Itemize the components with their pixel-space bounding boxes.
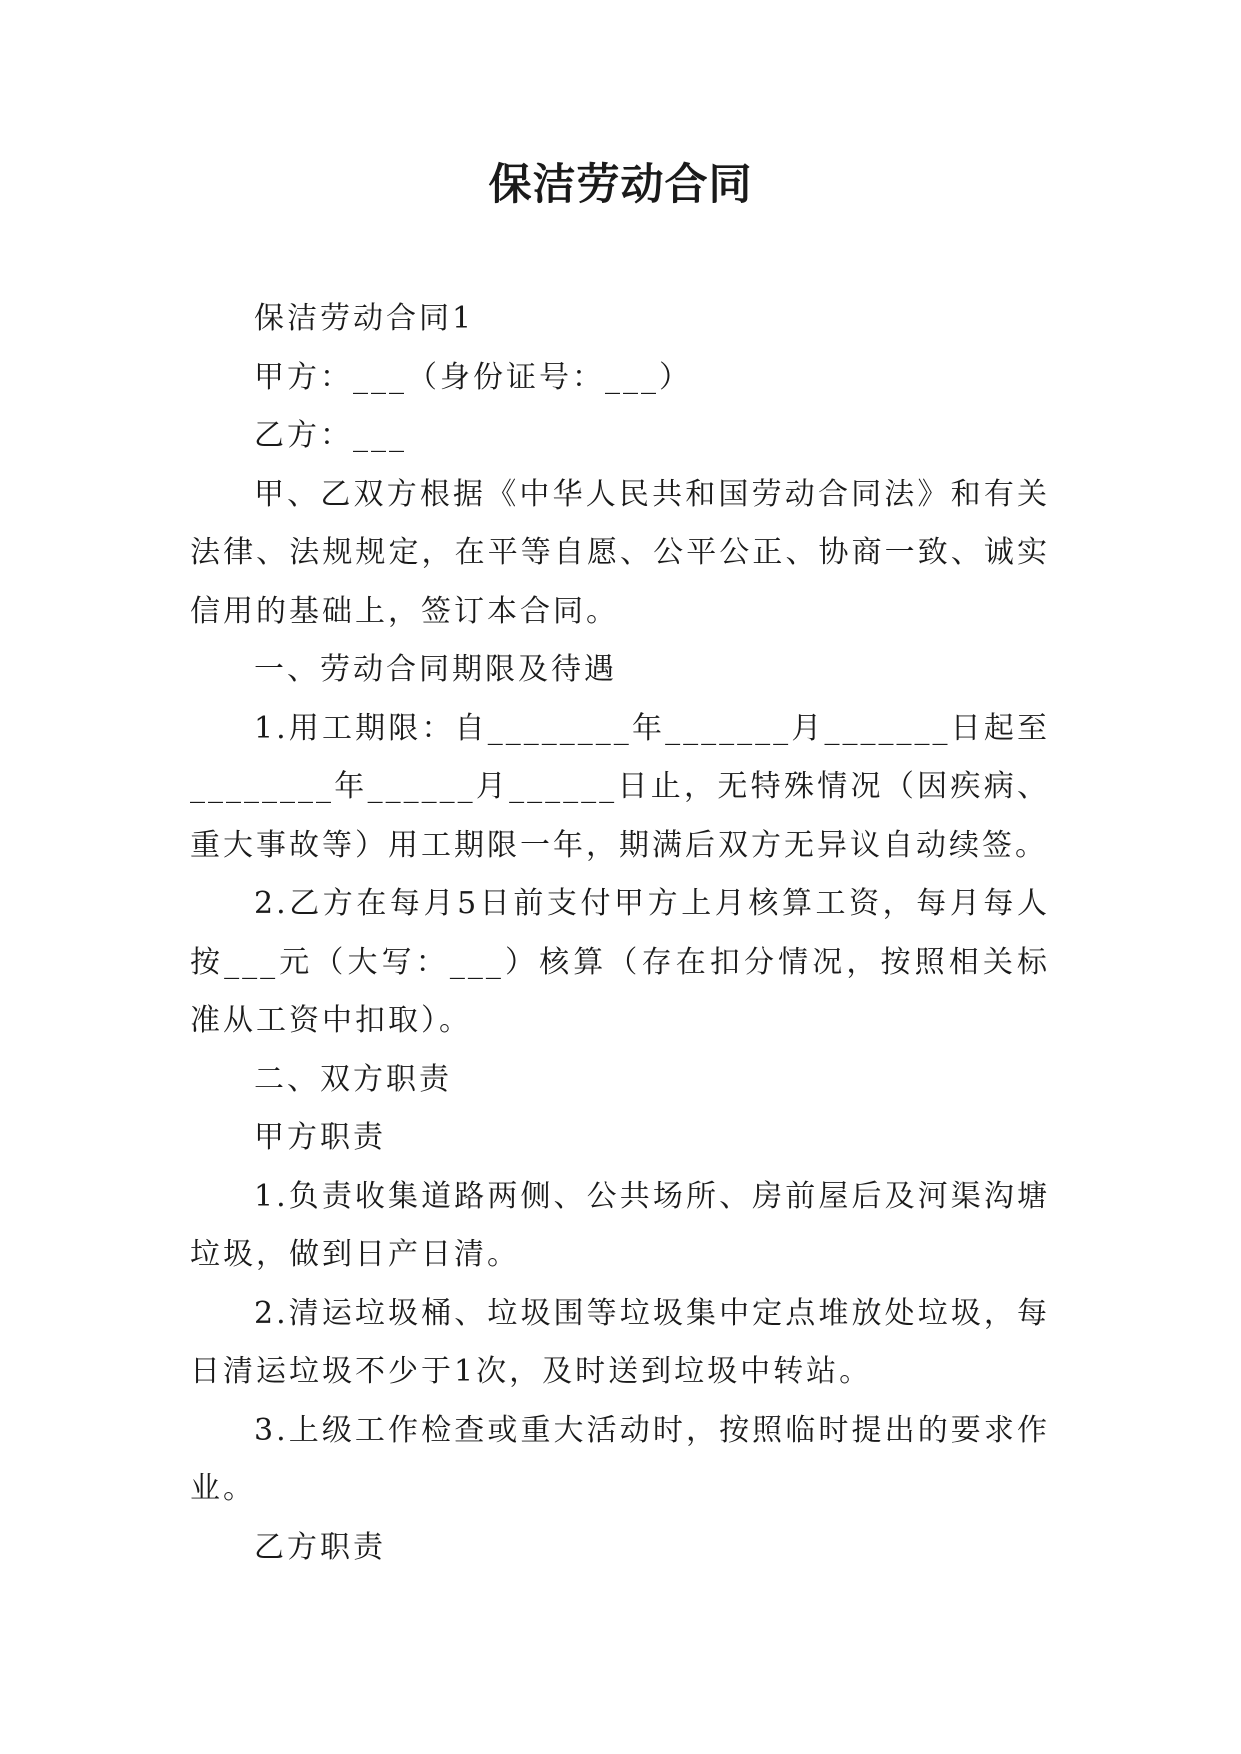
party-b-line: 乙方：___ xyxy=(254,418,407,453)
party-b-duties-heading: 乙方职责 xyxy=(254,1529,386,1565)
party-a-duties-heading: 甲方职责 xyxy=(254,1120,386,1155)
document-body xyxy=(190,290,1050,1577)
duty-item-3: 3.上级工作检查或重大活动时，按照临时提出的要求作业。 xyxy=(190,1412,1050,1506)
section-heading-term: 一、劳动合同期限及待遇 xyxy=(254,652,617,687)
document-title: 保洁劳动合同 xyxy=(488,160,753,210)
preamble-paragraph: 甲、乙双方根据《中华人民共和国劳动合同法》和有关法律、法规规定，在平等自愿、公平公正、协商一致、诚实信用的基础上，签订本合同。 xyxy=(190,476,1050,629)
section-heading-duties: 二、双方职责 xyxy=(254,1061,452,1097)
party-a-line: 甲方：___（身份证号：___） xyxy=(254,359,692,395)
clause-wages: 2.乙方在每月5日前支付甲方上月核算工资，每月每人按___元（大写：___）核算（存在扣分情况，按照相关标准从工资中扣取）。 xyxy=(190,886,1050,1038)
contract-number-line: 保洁劳动合同1 xyxy=(254,301,475,336)
duty-item-2: 2.清运垃圾桶、垃圾围等垃圾集中定点堆放处垃圾，每日清运垃圾不少于1次，及时送到垃圾中转站。 xyxy=(190,1295,1050,1389)
clause-employment-term: 1.用工期限：自________年_______月_______日起至________年______月______日止，无特殊情况（因疾病、重大事故等）用工期限一年，期满后双方无异议自动续签。 xyxy=(190,710,1050,863)
duty-item-1: 1.负责收集道路两侧、公共场所、房前屋后及河渠沟塘垃圾，做到日产日清。 xyxy=(190,1178,1050,1272)
